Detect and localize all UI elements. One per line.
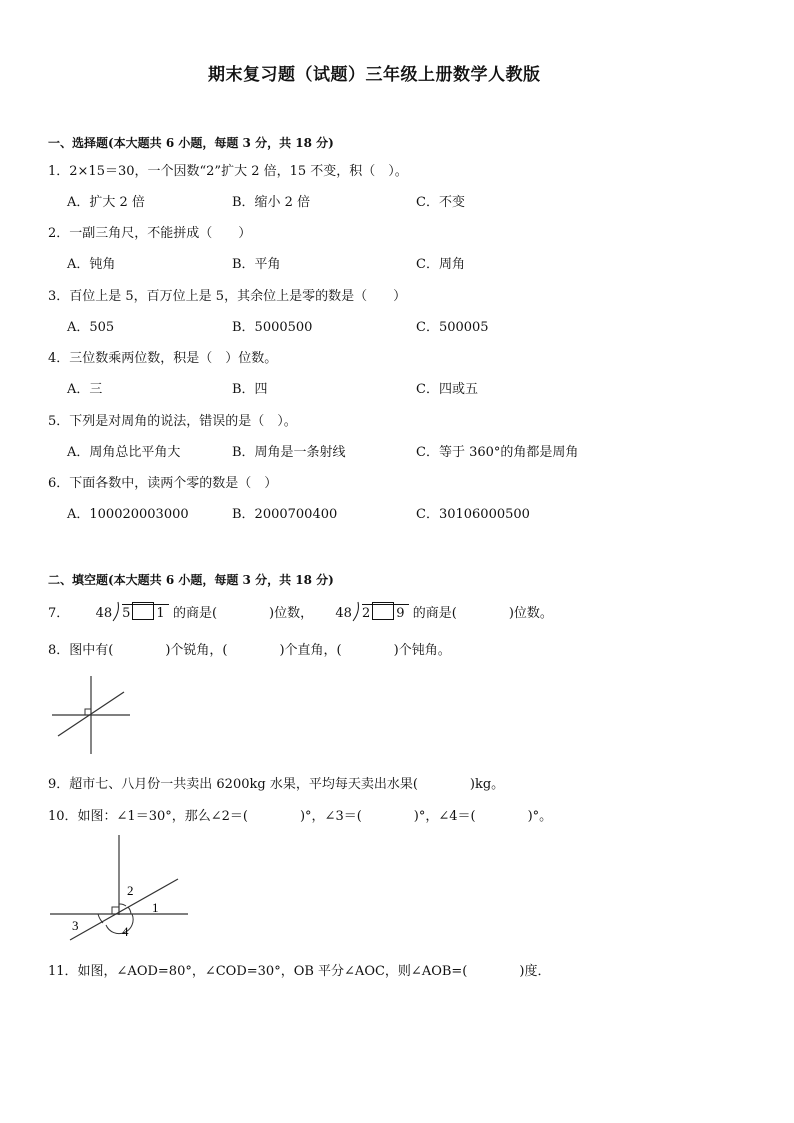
question-11: 11．如图，∠AOD=80°，∠COD=30°，OB 平分∠AOC，则∠AOB=( )度． <box>48 964 551 979</box>
question-5-option-a[interactable]: A．周角总比平角大 <box>67 445 181 460</box>
division-1-divisor: 48 <box>95 606 113 621</box>
question-3-option-c[interactable]: C．500005 <box>416 320 489 335</box>
question-9: 9．超市七、八月份一共卖出 6200kg 水果，平均每天卖出水果( )kg。 <box>48 777 505 792</box>
division-2 <box>335 602 408 622</box>
question-6-option-a[interactable]: A．100020003000 <box>67 507 189 522</box>
section-2-heading: 二、填空题(本大题共 6 小题，每题 3 分，共 18 分) <box>48 573 334 587</box>
question-4-option-b[interactable]: B．四 <box>232 382 268 397</box>
division-1-digit-1: 5 <box>122 606 131 621</box>
angle-label-3: 3 <box>72 918 79 933</box>
question-10: 10．如图：∠1＝30°，那么∠2＝( )°，∠3＝( )°，∠4＝( )°。 <box>48 809 553 824</box>
division-1 <box>96 602 169 622</box>
division-2-digit-2: 9 <box>396 606 405 621</box>
question-2-option-c[interactable]: C．周角 <box>416 257 465 272</box>
division-1-digit-2: 1 <box>156 606 165 621</box>
question-1-stem: 1．2×15＝30，一个因数“2”扩大 2 倍，15 不变，积（ ）。 <box>48 164 408 179</box>
question-3-option-a[interactable]: A．505 <box>67 320 115 335</box>
question-4-stem: 4．三位数乘两位数，积是（ ）位数。 <box>48 351 278 366</box>
angle-label-2: 2 <box>127 883 134 898</box>
division-2-digit-1: 2 <box>361 606 371 621</box>
question-3-option-b[interactable]: B．5000500 <box>232 320 313 335</box>
angle-label-4: 4 <box>122 924 129 939</box>
question-6-option-c[interactable]: C．30106000500 <box>416 507 530 522</box>
angle-label-1: 1 <box>152 900 159 915</box>
question-8-figure <box>50 672 134 758</box>
division-1-blank-box[interactable] <box>132 602 154 620</box>
page-title: 期末复习题（试题）三年级上册数学人教版 <box>208 65 541 85</box>
question-5-option-b[interactable]: B．周角是一条射线 <box>232 445 346 460</box>
question-7-number: 7． <box>48 606 70 621</box>
division-2-bracket <box>352 602 362 622</box>
question-4-option-a[interactable]: A．三 <box>67 382 103 397</box>
question-6-stem: 6．下面各数中，读两个零的数是（ ） <box>48 476 278 491</box>
question-1-option-b[interactable]: B．缩小 2 倍 <box>232 195 311 210</box>
question-2-option-b[interactable]: B．平角 <box>232 257 281 272</box>
question-3-stem: 3．百位上是 5，百万位上是 5，其余位上是零的数是（ ） <box>48 289 407 304</box>
question-10-figure <box>48 833 198 945</box>
division-1-bracket <box>112 602 122 622</box>
question-5-option-c[interactable]: C．等于 360°的角都是周角 <box>416 445 579 460</box>
question-7-mid-text: 的商是( )位数， <box>172 606 314 621</box>
question-1-option-c[interactable]: C．不变 <box>416 195 465 210</box>
question-7-end-text: 的商是( )位数。 <box>412 606 553 621</box>
section-1-heading: 一、选择题(本大题共 6 小题，每题 3 分，共 18 分) <box>48 136 334 150</box>
question-8: 8．图中有( )个锐角，( )个直角，( )个钝角。 <box>48 643 451 658</box>
question-7 <box>48 602 553 622</box>
question-2-option-a[interactable]: A．钝角 <box>67 257 116 272</box>
division-2-divisor: 48 <box>335 606 352 621</box>
question-5-stem: 5．下列是对周角的说法，错误的是（ ）。 <box>48 414 297 429</box>
question-6-option-b[interactable]: B．2000700400 <box>232 507 338 522</box>
division-2-blank-box[interactable] <box>372 602 394 620</box>
question-1-option-a[interactable]: A．扩大 2 倍 <box>67 195 145 210</box>
question-4-option-c[interactable]: C．四或五 <box>416 382 478 397</box>
question-2-stem: 2．一副三角尺，不能拼成（ ） <box>48 226 252 241</box>
